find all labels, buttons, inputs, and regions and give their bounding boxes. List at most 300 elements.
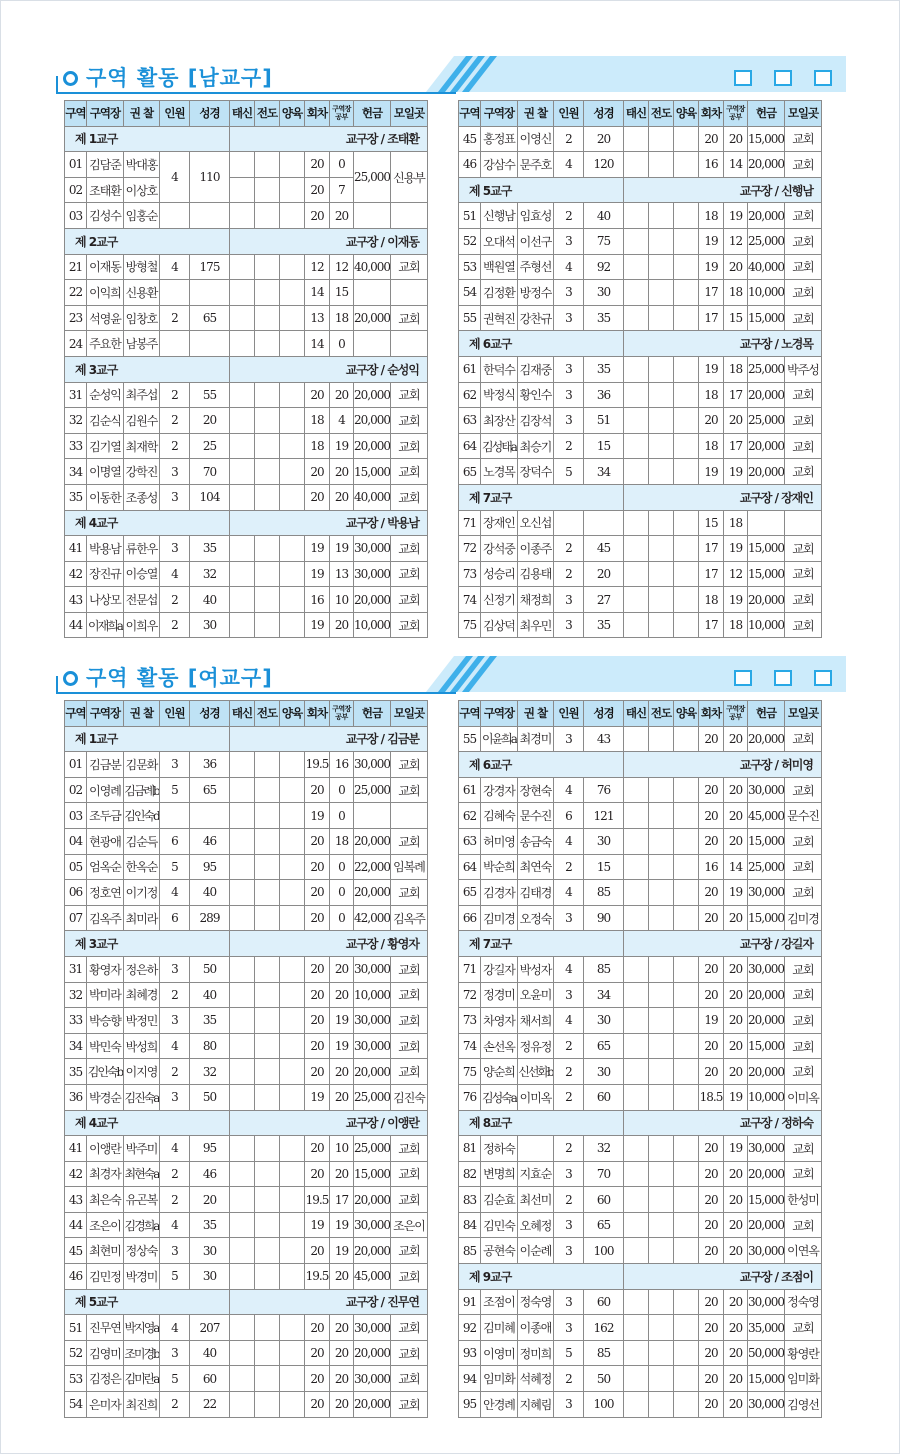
table-row [65, 752, 428, 778]
table-cell: 박승향 [87, 1008, 124, 1034]
table-cell: 12 [305, 254, 330, 280]
table-cell [160, 280, 190, 306]
table-cell: 14 [724, 152, 748, 178]
table-cell: 20 [724, 1289, 748, 1315]
table-cell: 조점이 [481, 1289, 518, 1315]
table-cell: 100 [584, 1238, 624, 1264]
table-cell [674, 828, 699, 854]
table-cell [674, 1366, 699, 1392]
group-leader: 교구장 / 순성익 [230, 356, 428, 382]
table-cell: 17 [724, 433, 748, 459]
table-left [64, 100, 428, 638]
table-cell: 45 [584, 536, 624, 562]
table-row [459, 1340, 822, 1366]
table-cell [624, 1289, 649, 1315]
table-cell: 35 [584, 305, 624, 331]
table-cell: 18 [330, 828, 354, 854]
table-cell: 01 [65, 152, 87, 178]
table-cell: 문수진 [518, 803, 554, 829]
table-cell [230, 956, 255, 982]
table-cell [624, 1059, 649, 1085]
table-cell: 92 [459, 1315, 481, 1341]
table-cell [280, 1033, 305, 1059]
table-cell [624, 408, 649, 434]
table-cell: 30,000 [748, 1136, 785, 1162]
table-cell: 20 [330, 1392, 354, 1418]
table-cell: 16 [699, 854, 724, 880]
table-cell: 19 [724, 587, 748, 613]
table-cell: 34 [584, 982, 624, 1008]
table-cell: 김문화 [124, 752, 160, 778]
table-cell: 19 [699, 459, 724, 485]
table-row [65, 1161, 428, 1187]
table-cell [649, 1084, 674, 1110]
table-cell: 46 [190, 1161, 230, 1187]
group-name: 제 2교구 [65, 228, 230, 254]
table-cell: 문수진 [785, 803, 822, 829]
table-cell: 30,000 [748, 880, 785, 906]
table-row [65, 433, 428, 459]
table-cell: 85 [584, 1340, 624, 1366]
table-cell: 이명열 [87, 459, 124, 485]
table-cell: 30,000 [748, 1289, 785, 1315]
table-cell: 교회 [785, 305, 822, 331]
table-cell [624, 587, 649, 613]
table-cell [230, 152, 255, 178]
table-cell: 4 [160, 254, 190, 280]
table-cell [674, 459, 699, 485]
table-cell: 박주미 [124, 1136, 160, 1162]
table-cell: 20 [305, 1136, 330, 1162]
group-header-row [459, 484, 822, 510]
table-cell: 오윤미 [518, 982, 554, 1008]
table-cell [649, 228, 674, 254]
column-header: 태신 [624, 701, 649, 727]
table-cell: 20,000 [748, 203, 785, 229]
table-cell: 교회 [785, 854, 822, 880]
table-cell: 18 [699, 433, 724, 459]
table-cell: 김정환 [481, 280, 518, 306]
table-cell: 박정식 [481, 382, 518, 408]
table-cell: 20 [330, 1084, 354, 1110]
table-cell: 36 [65, 1084, 87, 1110]
table-cell: 20 [330, 1340, 354, 1366]
table-cell: 02 [65, 777, 87, 803]
table-cell: 교회 [391, 587, 428, 613]
table-cell: 채서희 [518, 1008, 554, 1034]
table-cell: 정미희 [518, 1340, 554, 1366]
table-cell: 25,000 [354, 777, 391, 803]
table-cell: 4 [554, 956, 584, 982]
table-cell [230, 612, 255, 638]
table-cell [255, 1392, 280, 1418]
table-cell [255, 1008, 280, 1034]
table-cell: 62 [459, 382, 481, 408]
table-cell: 20,000 [748, 1212, 785, 1238]
column-header: 구역 [65, 701, 87, 727]
table-cell [624, 1136, 649, 1162]
table-cell [649, 1059, 674, 1085]
table-cell [280, 982, 305, 1008]
table-cell [649, 803, 674, 829]
table-cell: 4 [554, 828, 584, 854]
table-cell: 2 [160, 612, 190, 638]
table-cell: 20 [699, 1315, 724, 1341]
table-cell [391, 203, 428, 229]
table-cell [230, 1059, 255, 1085]
table-cell: 교회 [785, 1212, 822, 1238]
table-cell: 18 [724, 280, 748, 306]
group-name: 제 7교구 [459, 931, 624, 957]
table-cell: 6 [554, 803, 584, 829]
table-cell [674, 1084, 699, 1110]
table-cell [230, 1264, 255, 1290]
column-header: 태신 [230, 101, 255, 127]
table-cell: 교회 [391, 536, 428, 562]
section-female-district [0, 654, 900, 1412]
table-cell: 교회 [785, 382, 822, 408]
table-cell: 25 [190, 433, 230, 459]
table-cell [230, 408, 255, 434]
table-cell: 김옥주 [87, 905, 124, 931]
table-cell [624, 1392, 649, 1418]
table-cell: 손선옥 [481, 1033, 518, 1059]
square-icon [734, 70, 752, 86]
column-header: 성경 [190, 701, 230, 727]
table-cell: 51 [459, 203, 481, 229]
table-cell: 20 [305, 880, 330, 906]
table-cell: 19 [724, 1136, 748, 1162]
table-row [65, 408, 428, 434]
table-cell [674, 228, 699, 254]
table-cell: 85 [584, 880, 624, 906]
table-cell: 20 [330, 1264, 354, 1290]
table-cell [391, 803, 428, 829]
table-cell: 교회 [391, 1315, 428, 1341]
table-cell [354, 331, 391, 357]
table-cell: 19 [305, 1212, 330, 1238]
table-cell: 2 [160, 408, 190, 434]
table-cell: 20 [699, 803, 724, 829]
table-cell: 4 [554, 880, 584, 906]
table-cell: 20 [724, 1340, 748, 1366]
table-cell [624, 536, 649, 562]
table-cell: 25,000 [354, 1084, 391, 1110]
group-header-row [65, 1110, 428, 1136]
table-cell [255, 305, 280, 331]
table-row [459, 1238, 822, 1264]
table-cell [255, 280, 280, 306]
table-cell: 15 [584, 433, 624, 459]
table-cell: 김기열 [87, 433, 124, 459]
table-cell: 18 [699, 587, 724, 613]
table-cell [280, 1059, 305, 1085]
table-row [459, 1033, 822, 1059]
table-cell [624, 459, 649, 485]
table-cell: 김금분 [87, 752, 124, 778]
table-cell: 12 [330, 254, 354, 280]
table-cell [649, 382, 674, 408]
table-cell: 3 [554, 1392, 584, 1418]
table-cell: 0 [330, 905, 354, 931]
table-cell: 조태환 [87, 177, 124, 203]
table-cell: 20 [699, 982, 724, 1008]
table-cell: 35,000 [748, 1315, 785, 1341]
table-cell: 차영자 [481, 1008, 518, 1034]
table-cell [674, 726, 699, 752]
table-cell: 0 [330, 854, 354, 880]
table-cell [255, 1212, 280, 1238]
table-cell: 20 [699, 1136, 724, 1162]
table-cell [230, 1366, 255, 1392]
table-cell [674, 1033, 699, 1059]
table-cell: 5 [160, 854, 190, 880]
table-cell [554, 510, 584, 536]
table-row [459, 254, 822, 280]
table-cell: 교회 [391, 1238, 428, 1264]
table-cell: 18 [305, 408, 330, 434]
table-cell: 20 [699, 777, 724, 803]
table-cell: 20 [724, 956, 748, 982]
table-cell: 17 [330, 1187, 354, 1213]
column-header: 모일곳 [785, 701, 822, 727]
table-cell [255, 854, 280, 880]
table-cell: 허미영 [481, 828, 518, 854]
table-cell [624, 1008, 649, 1034]
table-cell [391, 280, 428, 306]
table-cell: 이앵란 [87, 1136, 124, 1162]
table-cell [280, 803, 305, 829]
table-cell: 73 [459, 561, 481, 587]
table-cell: 교회 [391, 828, 428, 854]
table-cell [255, 382, 280, 408]
table-cell: 30,000 [748, 1392, 785, 1418]
table-cell: 3 [160, 1238, 190, 1264]
table-cell: 33 [65, 433, 87, 459]
table-cell: 황영자 [87, 956, 124, 982]
table-cell: 2 [160, 382, 190, 408]
table-cell: 15 [584, 854, 624, 880]
table-cell: 54 [65, 1392, 87, 1418]
table-cell: 교회 [391, 382, 428, 408]
table-cell [674, 777, 699, 803]
table-cell: 14 [305, 331, 330, 357]
table-cell: 20,000 [748, 726, 785, 752]
table-cell [624, 612, 649, 638]
column-header: 회차 [305, 701, 330, 727]
table-cell [674, 1315, 699, 1341]
table-cell: 53 [65, 1366, 87, 1392]
table-cell [255, 956, 280, 982]
column-header: 전도 [649, 701, 674, 727]
table-cell: 2 [554, 854, 584, 880]
column-header: 전도 [255, 101, 280, 127]
table-cell: 교회 [391, 1340, 428, 1366]
table-cell: 30 [584, 828, 624, 854]
table-cell: 82 [459, 1161, 481, 1187]
table-cell: 박지영a [124, 1315, 160, 1341]
table-cell [280, 587, 305, 613]
bullet-icon [63, 671, 78, 686]
table-row [459, 587, 822, 613]
table-cell: 50 [190, 1084, 230, 1110]
table-cell: 70 [584, 1161, 624, 1187]
table-cell: 정숙영 [518, 1289, 554, 1315]
section-title: 구역 활동 [남교구] [86, 66, 273, 90]
section-header [0, 654, 900, 700]
table-cell [354, 203, 391, 229]
table-cell [280, 880, 305, 906]
table-cell: 17 [699, 561, 724, 587]
table-cell [230, 203, 255, 229]
table-cell: 백원열 [481, 254, 518, 280]
table-cell: 20 [724, 1238, 748, 1264]
table-cell: 교회 [785, 1161, 822, 1187]
table-cell [649, 880, 674, 906]
table-cell: 20 [699, 1392, 724, 1418]
table-cell: 교회 [785, 152, 822, 178]
table-cell: 52 [65, 1340, 87, 1366]
group-header-row [65, 126, 428, 152]
table-cell: 임미화 [481, 1366, 518, 1392]
table-cell [649, 152, 674, 178]
header-row [65, 101, 428, 127]
table-cell: 19 [330, 1238, 354, 1264]
table-cell [624, 1212, 649, 1238]
column-header: 성경 [190, 101, 230, 127]
group-header-row [65, 510, 428, 536]
table-cell: 46 [459, 152, 481, 178]
table-cell: 19 [724, 459, 748, 485]
table-cell: 이승열 [124, 561, 160, 587]
table-row [459, 1315, 822, 1341]
table-cell [255, 982, 280, 1008]
table-cell [280, 956, 305, 982]
table-cell [649, 956, 674, 982]
table-cell: 2 [554, 561, 584, 587]
table-cell: 15,000 [748, 126, 785, 152]
table-cell: 51 [65, 1315, 87, 1341]
table-cell: 김재중 [518, 356, 554, 382]
table-cell: 19 [330, 1008, 354, 1034]
table-cell: 박순희 [481, 854, 518, 880]
table-cell: 3 [554, 1315, 584, 1341]
table-cell: 30,000 [354, 536, 391, 562]
table-cell: 60 [584, 1084, 624, 1110]
table-cell [280, 1264, 305, 1290]
table-cell: 18.5 [699, 1084, 724, 1110]
table-cell [624, 1187, 649, 1213]
table-cell: 65 [459, 459, 481, 485]
table-cell: 김진숙a [124, 1084, 160, 1110]
table-cell: 19.5 [305, 752, 330, 778]
table-cell: 20 [330, 382, 354, 408]
table-cell: 43 [65, 1187, 87, 1213]
column-header: 인원 [554, 101, 584, 127]
table-cell [230, 1008, 255, 1034]
table-cell [255, 612, 280, 638]
table-cell: 3 [160, 484, 190, 510]
table-cell: 65 [584, 1033, 624, 1059]
table-cell: 송금숙 [518, 828, 554, 854]
table-cell: 주요한 [87, 331, 124, 357]
table-cell: 40,000 [354, 484, 391, 510]
table-cell: 18 [330, 305, 354, 331]
table-cell [230, 1136, 255, 1162]
table-cell [230, 1187, 255, 1213]
table-cell: 이상호 [124, 177, 160, 203]
table-cell: 김순식 [87, 408, 124, 434]
table-cell: 교회 [785, 408, 822, 434]
table-row [459, 1366, 822, 1392]
table-cell [255, 880, 280, 906]
table-cell [674, 510, 699, 536]
group-name: 제 1교구 [65, 726, 230, 752]
table-cell [674, 1340, 699, 1366]
table-cell [674, 356, 699, 382]
table-cell: 16 [305, 587, 330, 613]
table-cell [649, 854, 674, 880]
table-cell [624, 1161, 649, 1187]
table-cell: 162 [584, 1315, 624, 1341]
table-cell: 20 [699, 1289, 724, 1315]
table-cell: 5 [160, 1366, 190, 1392]
table-cell: 임홍순 [124, 203, 160, 229]
table-cell: 30,000 [748, 777, 785, 803]
table-cell: 20 [724, 254, 748, 280]
table-cell: 0 [330, 152, 354, 178]
table-cell: 2 [160, 1161, 190, 1187]
table-cell: 104 [190, 484, 230, 510]
table-cell [624, 254, 649, 280]
column-header: 구역장 공부 [330, 701, 354, 727]
table-cell: 4 [554, 152, 584, 178]
table-cell [624, 905, 649, 931]
table-cell: 20 [724, 726, 748, 752]
table-row [459, 203, 822, 229]
table-cell: 20 [305, 905, 330, 931]
table-cell: 42 [65, 1161, 87, 1187]
table-cell: 20 [699, 905, 724, 931]
table-cell [255, 587, 280, 613]
table-cell: 권혁진 [481, 305, 518, 331]
table-cell: 교회 [785, 1033, 822, 1059]
table-cell: 40,000 [748, 254, 785, 280]
table-cell [280, 1212, 305, 1238]
table-cell: 교회 [391, 1008, 428, 1034]
column-header: 양육 [674, 101, 699, 127]
group-leader: 교구장 / 조점이 [624, 1264, 822, 1290]
table-cell [230, 382, 255, 408]
table-cell: 20,000 [354, 587, 391, 613]
section-male-district [0, 54, 900, 633]
table-cell: 교회 [785, 956, 822, 982]
table-cell: 30,000 [354, 1033, 391, 1059]
table-cell: 정유정 [518, 1033, 554, 1059]
table-cell: 20 [330, 1315, 354, 1341]
table-cell [230, 280, 255, 306]
table-cell: 20 [699, 828, 724, 854]
table-cell: 6 [160, 828, 190, 854]
table-cell: 41 [65, 536, 87, 562]
table-cell: 나상모 [87, 587, 124, 613]
table-cell: 15,000 [354, 459, 391, 485]
table-row [65, 1212, 428, 1238]
table-cell: 이익희 [87, 280, 124, 306]
table-cell: 3 [554, 1161, 584, 1187]
table-cell: 4 [554, 777, 584, 803]
table-cell: 지효순 [518, 1161, 554, 1187]
